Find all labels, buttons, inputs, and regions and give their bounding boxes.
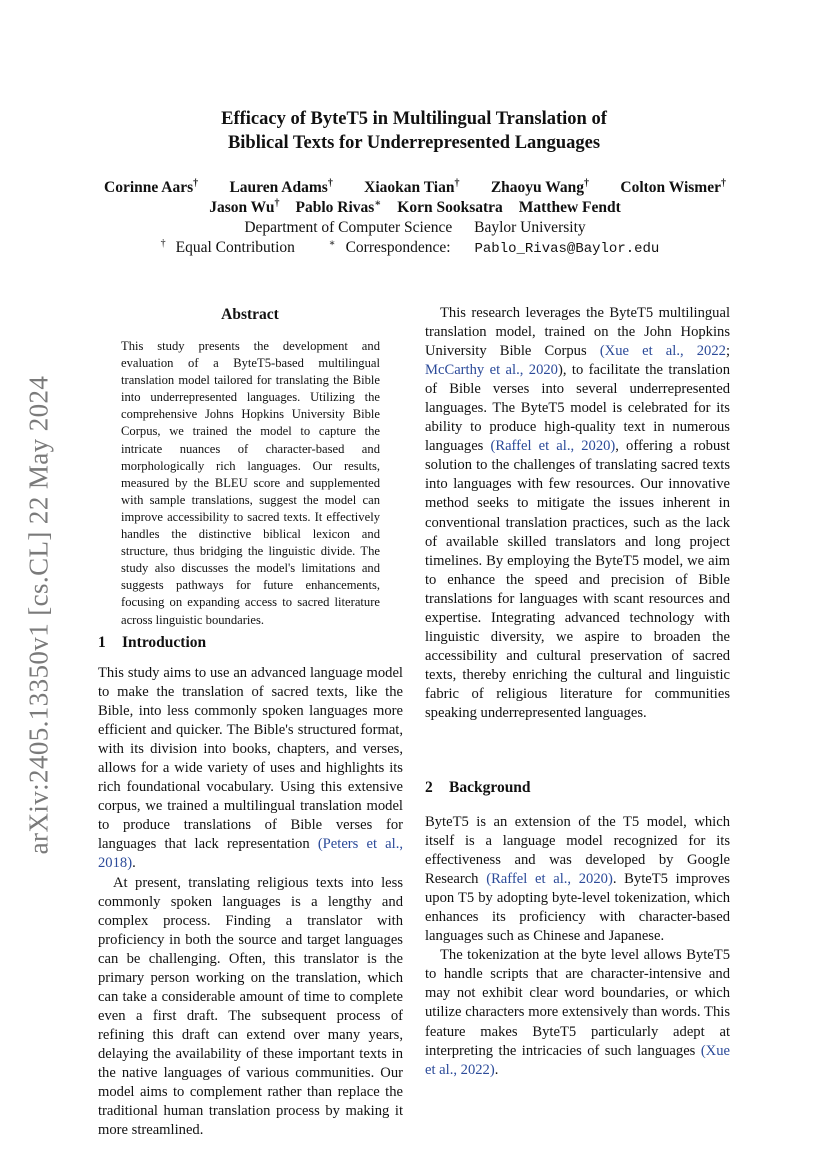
author: Zhaoyu Wang† — [490, 178, 590, 196]
citation-link[interactable]: (Xue et al., 2022) — [425, 1042, 730, 1078]
section-heading-background: 2 Background — [425, 779, 531, 796]
author: Korn Sooksatra — [397, 199, 503, 216]
author: Lauren Adams† — [229, 178, 333, 196]
citation-link[interactable]: (Xue et al., 2022 — [599, 343, 726, 360]
intro-paragraph-1: This study aims to use an advanced language model to make the translation of sacred texts, like the Bible, into less commonly spoken languages more efficient and quicker. The Bible's structured format, with its division into books, chapters, and verses, allows for a wide variety of uses and highlights its rich foundational vocabulary. Using this extensive corpus, we trained a multilingual translation model to produce translations of Bible verses for languages that lack representation (Peters et al., 2018). — [98, 665, 403, 872]
background-body — [425, 813, 730, 1080]
author: Pablo Rivas∗ — [295, 198, 382, 216]
author-block — [90, 178, 740, 259]
citation-link[interactable]: (Raffel et al., 2020) — [486, 871, 613, 888]
author: Corinne Aars† — [104, 178, 199, 196]
equal-contribution-note: † Equal Contribution — [160, 238, 295, 256]
intro-paragraph-3: This research leverages the ByteT5 multilingual translation model, trained on the John Hopkins University Bible Corpus (Xue et al., 2022; McCarthy et al., 2020), to facilitate the translation of Bible verses into several underrepresented languages. The ByteT5 model is celebrated for its ability to produce high-quality text in numerous languages (Raffel et al., 2020), offering a robust solution to the challenges of translating sacred texts into languages with few resources. Our innovative method seeks to mitigate the issues inherent in conventional translation practices, such as the lack of available skilled translators and long project timelines. By employing the ByteT5 model, we aim to enhance the speed and precision of Bible translations for languages with scant resources and expertise. Integrating advanced technology with linguistic diversity, we aspire to broaden the accessibility and cultural preservation of sacred texts, thereby enriching the cultural and linguistic fabric of religious literature for communities speaking underrepresented languages. — [425, 305, 731, 721]
citation-link[interactable]: (Peters et al., 2018) — [98, 836, 403, 872]
arxiv-sidebar-stamp — [14, 355, 64, 875]
correspondence-note: ∗ Correspondence: Pablo_Rivas@Baylor.edu — [328, 238, 660, 257]
citation-link[interactable]: (Raffel et al., 2020) — [490, 438, 616, 455]
author: Matthew Fendt — [518, 199, 621, 216]
section-heading-introduction: 1 Introduction — [98, 634, 207, 651]
background-paragraph-2: The tokenization at the byte level allows ByteT5 to handle scripts that are character-intensive and may not exhibit clear word boundaries, or which utilize characters more extensively than words. This feature makes ByteT5 particularly adept at interpreting the intricacies of such languages (Xue et al., 2022). — [425, 947, 730, 1078]
title-line-1: Efficacy of ByteT5 in Multilingual Translation of — [221, 109, 607, 129]
arxiv-identifier: arXiv:2405.13350v1 [cs.CL] 22 May 2024 — [23, 375, 54, 855]
paper-title — [100, 107, 728, 155]
department: Department of Computer Science — [244, 219, 453, 236]
citation-link[interactable]: McCarthy et al., 2020 — [425, 362, 558, 379]
left-column-body — [98, 664, 403, 1140]
author-notes — [90, 238, 740, 259]
author: Colton Wismer† — [620, 178, 726, 196]
correspondence-email: Pablo_Rivas@Baylor.edu — [474, 241, 660, 257]
author: Xiaokan Tian† — [364, 178, 460, 196]
affiliation — [90, 218, 740, 238]
background-paragraph-1: ByteT5 is an extension of the T5 model, which itself is a language model recognized for its effectiveness and was developed by Google Research (Raffel et al., 2020). ByteT5 improves upon T5 by adopting byte-level tokenization, which enhances its proficiency with character-based languages such as Chinese and Japanese. — [425, 814, 730, 945]
abstract-heading: Abstract — [221, 306, 279, 323]
author-row-2 — [90, 198, 740, 218]
intro-paragraph-2: At present, translating religious texts into less commonly spoken languages is a lengthy and complex process. Finding a translator with proficiency in both the source and target languages can be challenging. Often, this translator is the primary person working on the translation, which can take a considerable amount of time to complete even a first draft. The subsequent process of refining this draft can extend over many years, delaying the availability of these important texts in the native languages of various communities. Our model aims to complement rather than replace the traditional human translation process by making it more streamlined. — [98, 874, 403, 1139]
author: Jason Wu† — [209, 198, 280, 216]
university: Baylor University — [474, 219, 586, 236]
abstract-text: This study presents the development and evaluation of a ByteT5-based multilingual translation model tailored for translating the Bible into underrepresented languages. Utilizing the comprehensive Johns Hopkins University Bible Corpus, we trained the model to capture the intricate nuances of character-based and morphologically rich languages. Our results, measured by the BLEU score and supplemented with sample translations, suggest the model can improve accessibility to sacred texts. It effectively handles the distinctive biblical lexicon and structure, thus bridging the linguistic divide. The study also discusses the model's limitations and suggests pathways for future enhancements, focusing on expanding access to sacred literature across linguistic boundaries. — [121, 339, 380, 627]
author-row-1 — [90, 178, 740, 198]
title-line-2: Biblical Texts for Underrepresented Languages — [227, 133, 601, 153]
right-column-body — [425, 304, 730, 723]
